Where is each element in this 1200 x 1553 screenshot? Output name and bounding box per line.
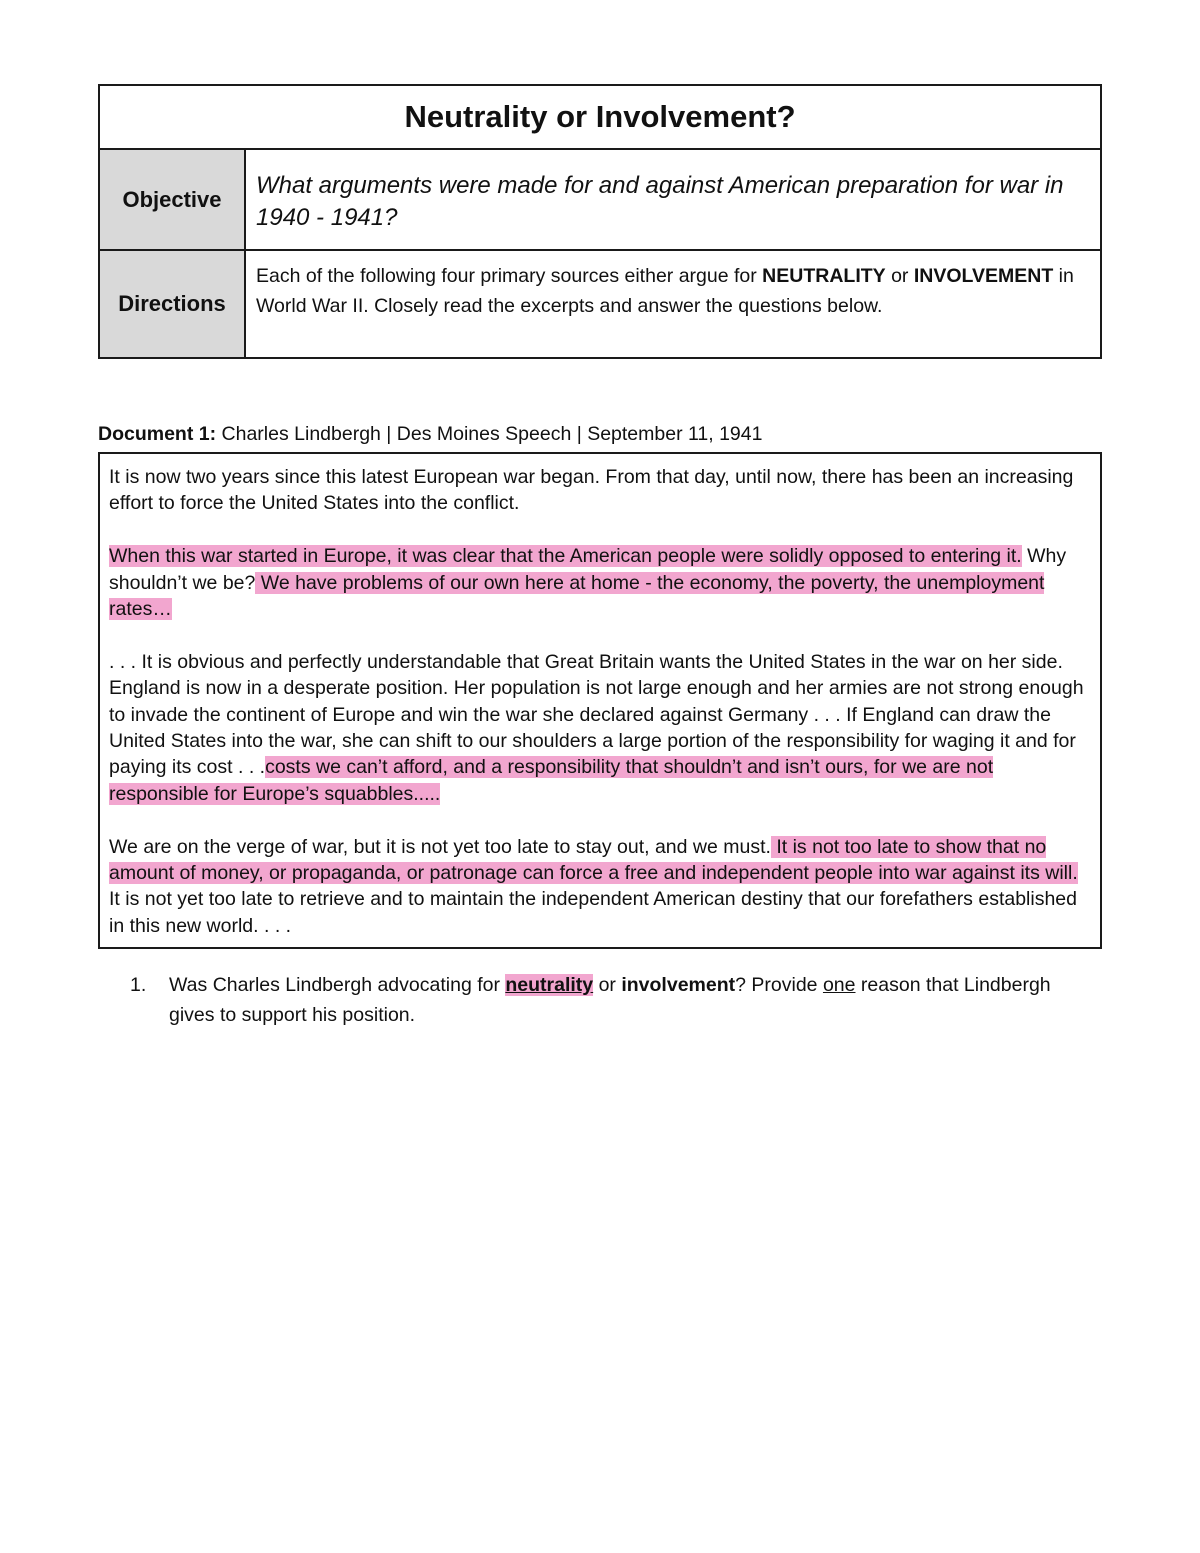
question-text-part: Was Charles Lindbergh advocating for [169, 974, 506, 996]
objective-text: What arguments were made for and against American preparation for war in 1940 - 1941? [245, 149, 1101, 250]
excerpt-text: . . . It is obvious and perfectly understandable that Great Britain wants the United States in the war on her side. England is now in a desperate position. Her population is not large enough and her armies are not strong enough to invade the continent of Europe and win the war she declared against Germany . . . If England can draw the United States into the war, she can shift to our shoulders a large portion of the responsibility for waging it and for paying its cost . . . [109, 650, 1084, 779]
page-title: Neutrality or Involvement? [99, 85, 1101, 149]
question-text-part: ? Provide [735, 974, 823, 996]
header-table [98, 84, 1102, 359]
question-1 [130, 970, 1060, 1030]
directions-label: Directions [99, 250, 245, 358]
neutrality-keyword: NEUTRALITY [762, 265, 886, 287]
underlined-word: one [822, 974, 856, 996]
document-label: Document 1: [98, 423, 217, 445]
highlighted-text: We have problems of our own here at home - the economy, the poverty, the unemployment rates… [109, 571, 1045, 621]
alternative-answer: involvement [621, 974, 736, 996]
selected-answer[interactable]: neutrality [505, 974, 594, 996]
directions-text [245, 250, 1101, 358]
excerpt-paragraph [109, 543, 1090, 622]
excerpt-paragraph [109, 834, 1090, 940]
directions-text-part: or [885, 265, 914, 287]
directions-text-part: Each of the following four primary sources either argue for [256, 265, 763, 287]
highlighted-text: When this war started in Europe, it was clear that the American people were solidly opposed to entering it. [109, 545, 1022, 568]
document-source: Charles Lindbergh | Des Moines Speech | September 11, 1941 [216, 423, 763, 445]
highlighted-text: costs we can’t afford, and a responsibility that shouldn’t and isn’t ours, for we are not responsible for Europe’s squabbles..... [109, 756, 994, 805]
excerpt-text: We are on the verge of war, but it is not yet too late to stay out, and we must. [109, 835, 771, 858]
involvement-keyword: INVOLVEMENT [913, 265, 1054, 287]
document-heading [98, 423, 762, 446]
excerpt-paragraph [109, 649, 1090, 807]
excerpt-text: Why shouldn’t we be? [109, 545, 1067, 594]
question-text [169, 970, 1060, 1030]
directions-text-part: in World War II. Closely read the excerpts and answer the questions below. [256, 265, 1074, 317]
excerpt-text: It is now two years since this latest European war began. From that day, until now, there has been an increasing effort to force the United States into the conflict. [109, 466, 1074, 515]
highlighted-text: It is not too late to show that no amount of money, or propaganda, or patronage can force a free and independent people into war against its will. [109, 835, 1078, 885]
objective-label: Objective [99, 149, 245, 250]
document-excerpt-box [98, 452, 1102, 949]
question-number: 1. [130, 974, 147, 996]
question-text-part: reason that Lindbergh gives to support his position. [169, 974, 1051, 1026]
question-text-part: or [593, 974, 622, 996]
excerpt-text: It is not yet too late to retrieve and to maintain the independent American destiny that our forefathers established in this new world. . . . [109, 888, 1078, 937]
excerpt-paragraph [109, 464, 1090, 517]
